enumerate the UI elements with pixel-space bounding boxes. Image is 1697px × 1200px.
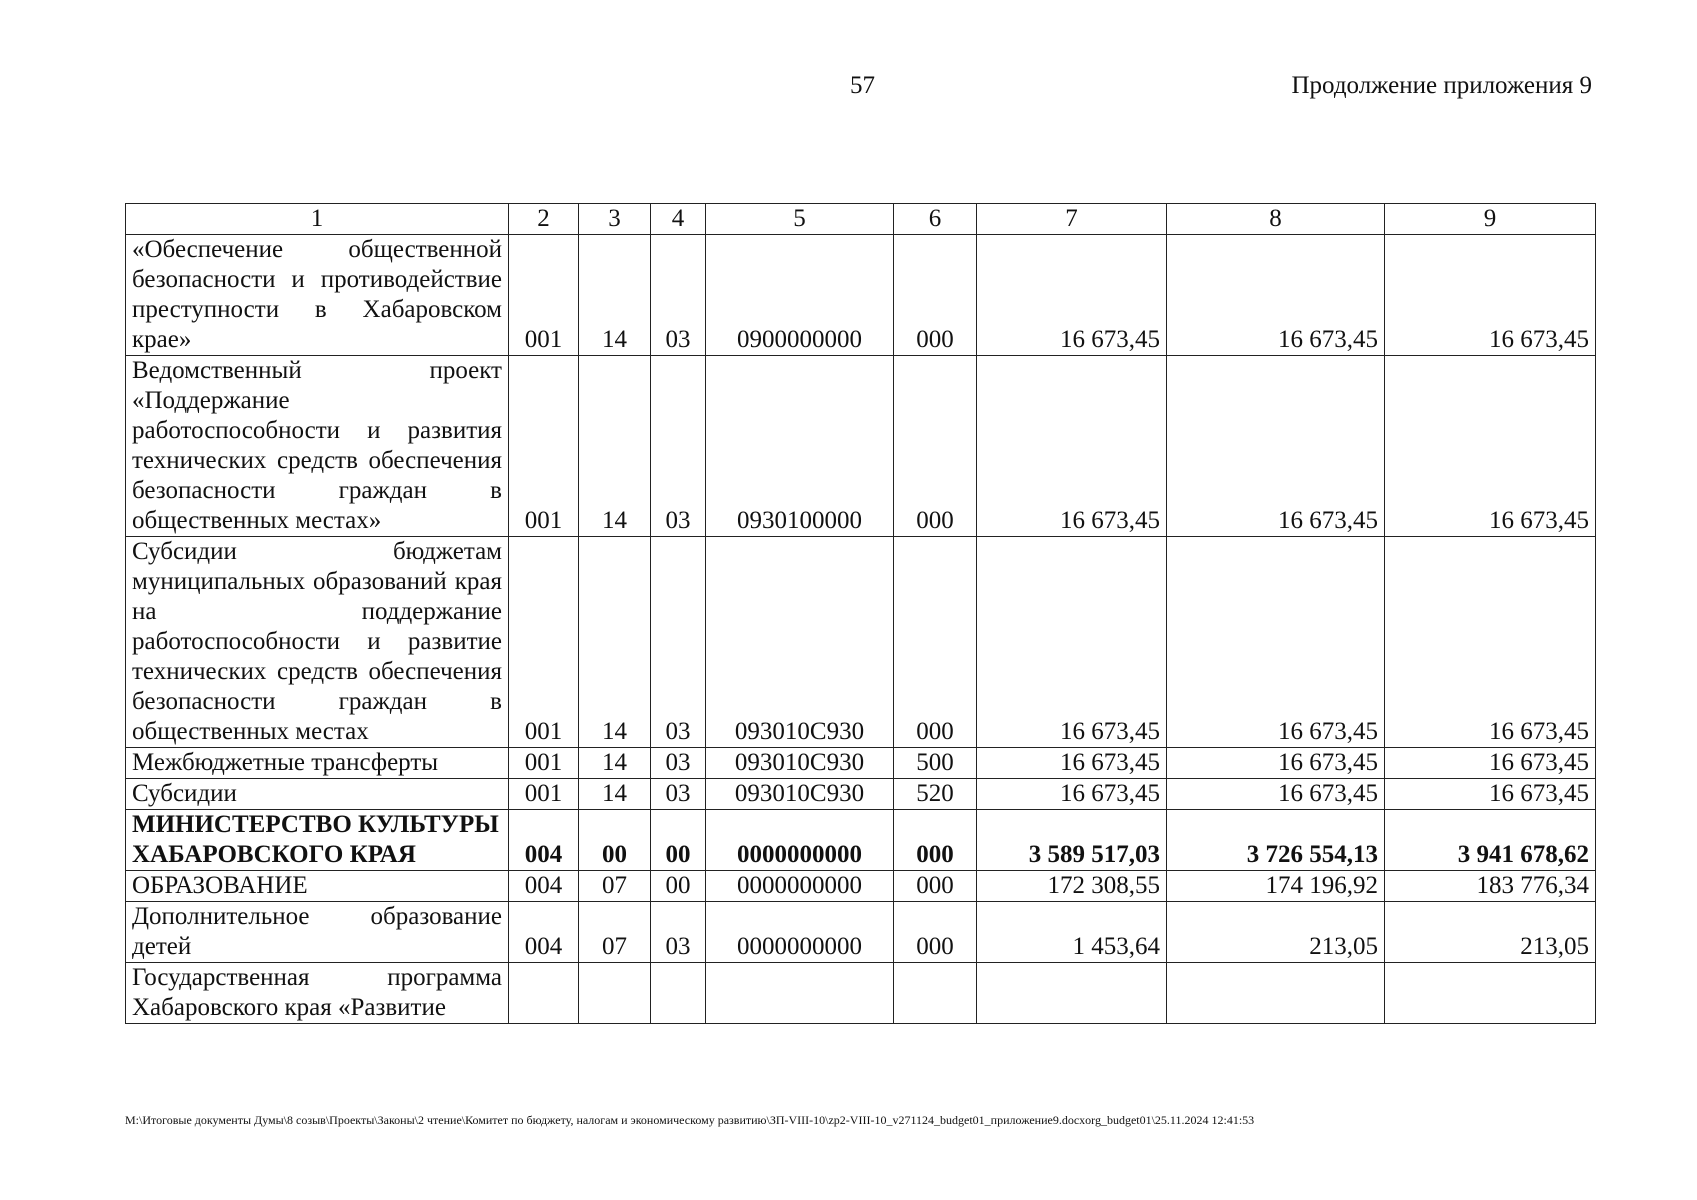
cell-subsection: 03 — [651, 902, 706, 963]
cell-expense-type: 000 — [894, 810, 977, 871]
column-header: 8 — [1167, 204, 1385, 235]
column-header: 1 — [126, 204, 509, 235]
row-name: Государственная программа Хабаровского края «Развитие — [126, 963, 509, 1024]
cell-ministry: 001 — [509, 235, 579, 356]
cell-amount-8: 16 673,45 — [1167, 748, 1385, 779]
cell-section — [579, 963, 651, 1024]
cell-amount-8: 174 196,92 — [1167, 871, 1385, 902]
cell-amount-8: 213,05 — [1167, 902, 1385, 963]
cell-target-article: 0000000000 — [706, 871, 894, 902]
cell-amount-7: 16 673,45 — [977, 779, 1167, 810]
row-name: ОБРАЗОВАНИЕ — [126, 871, 509, 902]
cell-expense-type: 000 — [894, 235, 977, 356]
cell-amount-7: 172 308,55 — [977, 871, 1167, 902]
row-name: Субсидии — [126, 779, 509, 810]
row-name: МИНИСТЕРСТВО КУЛЬТУРЫ ХАБАРОВСКОГО КРАЯ — [126, 810, 509, 871]
table-row — [126, 963, 1596, 1024]
page-number: 57 — [850, 72, 875, 99]
cell-target-article: 0000000000 — [706, 902, 894, 963]
table-row — [126, 871, 1596, 902]
column-header: 3 — [579, 204, 651, 235]
cell-amount-8: 3 726 554,13 — [1167, 810, 1385, 871]
table-row — [126, 810, 1596, 871]
cell-target-article: 0000000000 — [706, 810, 894, 871]
cell-section: 07 — [579, 871, 651, 902]
cell-expense-type — [894, 963, 977, 1024]
column-header: 7 — [977, 204, 1167, 235]
table-row — [126, 902, 1596, 963]
cell-amount-8: 16 673,45 — [1167, 537, 1385, 748]
column-header: 5 — [706, 204, 894, 235]
row-name: «Обеспечение общественной безопасности и противодействие преступности в Хабаровском крае» — [126, 235, 509, 356]
row-name: Межбюджетные трансферты — [126, 748, 509, 779]
cell-amount-7: 16 673,45 — [977, 235, 1167, 356]
cell-amount-8: 16 673,45 — [1167, 235, 1385, 356]
cell-amount-8: 16 673,45 — [1167, 356, 1385, 537]
cell-subsection: 03 — [651, 356, 706, 537]
cell-subsection: 03 — [651, 235, 706, 356]
cell-amount-9: 16 673,45 — [1385, 356, 1596, 537]
cell-section: 07 — [579, 902, 651, 963]
table-row — [126, 356, 1596, 537]
cell-target-article: 093010С930 — [706, 779, 894, 810]
cell-ministry: 001 — [509, 779, 579, 810]
table-row — [126, 748, 1596, 779]
cell-amount-7: 16 673,45 — [977, 537, 1167, 748]
cell-ministry: 001 — [509, 356, 579, 537]
cell-amount-7: 3 589 517,03 — [977, 810, 1167, 871]
cell-subsection: 00 — [651, 810, 706, 871]
cell-expense-type: 000 — [894, 902, 977, 963]
cell-amount-9: 213,05 — [1385, 902, 1596, 963]
cell-amount-7 — [977, 963, 1167, 1024]
cell-amount-9: 16 673,45 — [1385, 748, 1596, 779]
cell-amount-9 — [1385, 963, 1596, 1024]
cell-amount-7: 16 673,45 — [977, 356, 1167, 537]
cell-amount-9: 183 776,34 — [1385, 871, 1596, 902]
cell-ministry: 004 — [509, 871, 579, 902]
table-row — [126, 779, 1596, 810]
cell-target-article: 093010С930 — [706, 537, 894, 748]
column-header: 2 — [509, 204, 579, 235]
cell-target-article — [706, 963, 894, 1024]
column-header: 6 — [894, 204, 977, 235]
row-name: Дополнительное образование детей — [126, 902, 509, 963]
cell-expense-type: 000 — [894, 871, 977, 902]
cell-subsection: 00 — [651, 871, 706, 902]
cell-amount-7: 16 673,45 — [977, 748, 1167, 779]
budget-table — [125, 203, 1596, 1024]
cell-target-article: 093010С930 — [706, 748, 894, 779]
cell-amount-9: 16 673,45 — [1385, 537, 1596, 748]
cell-amount-9: 16 673,45 — [1385, 235, 1596, 356]
cell-expense-type: 500 — [894, 748, 977, 779]
cell-ministry — [509, 963, 579, 1024]
cell-expense-type: 520 — [894, 779, 977, 810]
column-header: 9 — [1385, 204, 1596, 235]
cell-amount-7: 1 453,64 — [977, 902, 1167, 963]
cell-amount-9: 16 673,45 — [1385, 779, 1596, 810]
continuation-label: Продолжение приложения 9 — [1291, 72, 1592, 99]
cell-section: 14 — [579, 235, 651, 356]
cell-ministry: 004 — [509, 902, 579, 963]
cell-amount-8 — [1167, 963, 1385, 1024]
cell-expense-type: 000 — [894, 356, 977, 537]
cell-section: 14 — [579, 537, 651, 748]
cell-target-article: 0900000000 — [706, 235, 894, 356]
table-row — [126, 537, 1596, 748]
cell-section: 14 — [579, 779, 651, 810]
cell-ministry: 004 — [509, 810, 579, 871]
cell-amount-9: 3 941 678,62 — [1385, 810, 1596, 871]
cell-subsection — [651, 963, 706, 1024]
cell-ministry: 001 — [509, 537, 579, 748]
cell-section: 00 — [579, 810, 651, 871]
file-path-footer: M:\Итоговые документы Думы\8 созыв\Проекты\Законы\2 чтение\Комитет по бюджету, налогам и экономическому развитию\ЗП-VIII-10\zp2-VIII-10_v271124_budget01_приложение9.docxorg_budget01\25.11.2024 12:41:53 — [125, 1113, 1255, 1127]
column-header: 4 — [651, 204, 706, 235]
cell-section: 14 — [579, 748, 651, 779]
cell-ministry: 001 — [509, 748, 579, 779]
cell-subsection: 03 — [651, 748, 706, 779]
cell-subsection: 03 — [651, 537, 706, 748]
row-name: Ведомственный проект «Поддержание работоспособности и развития технических средств обеспечения безопасности граждан в общественных местах» — [126, 356, 509, 537]
row-name: Субсидии бюджетам муниципальных образований края на поддержание работоспособности и развитие технических средств обеспечения безопасности граждан в общественных местах — [126, 537, 509, 748]
cell-target-article: 0930100000 — [706, 356, 894, 537]
cell-subsection: 03 — [651, 779, 706, 810]
table-header-row — [126, 204, 1596, 235]
cell-amount-8: 16 673,45 — [1167, 779, 1385, 810]
cell-expense-type: 000 — [894, 537, 977, 748]
table-row — [126, 235, 1596, 356]
cell-section: 14 — [579, 356, 651, 537]
